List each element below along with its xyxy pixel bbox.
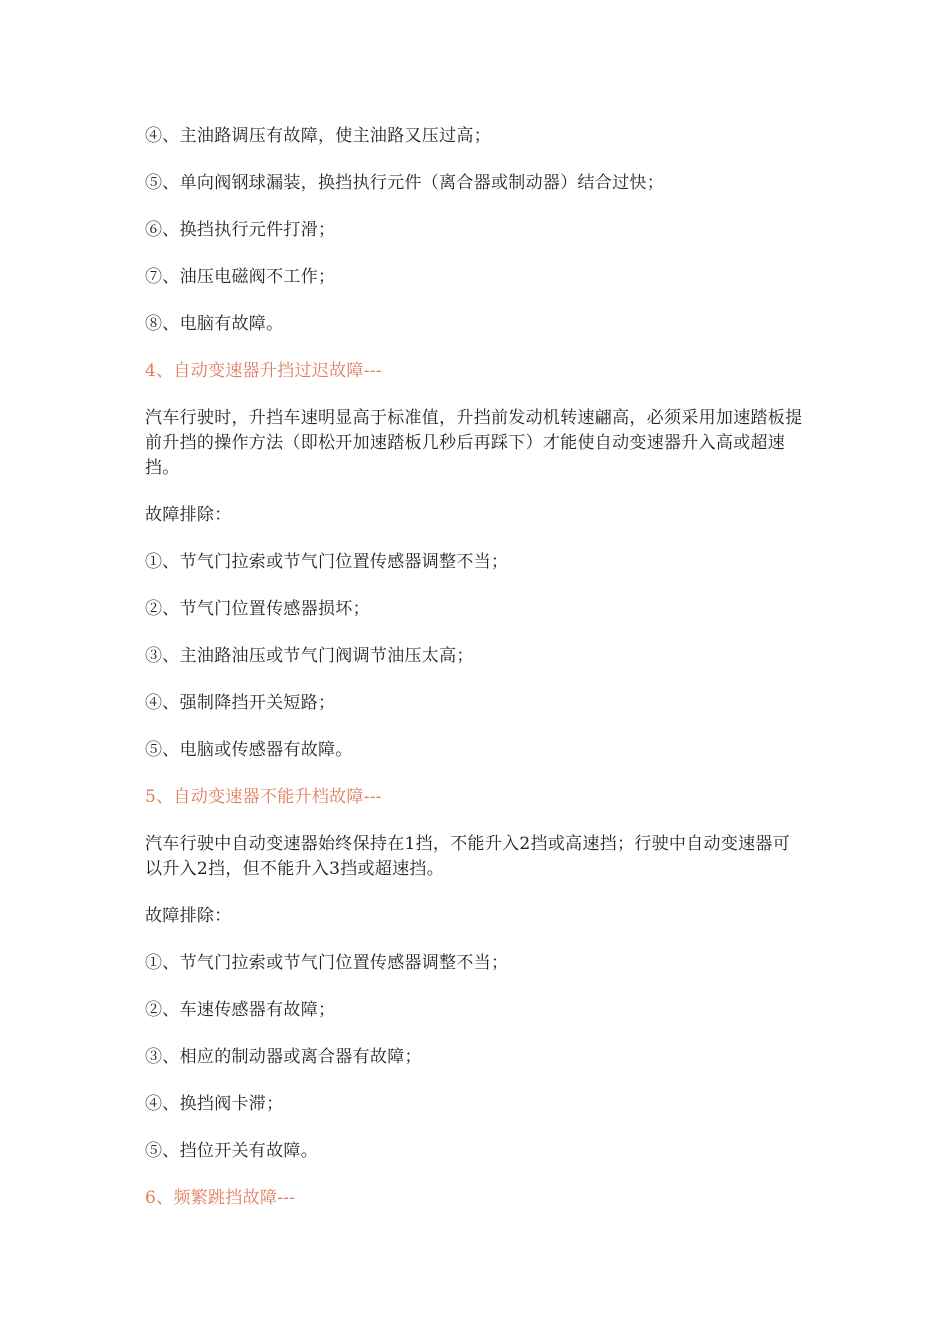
list-item: ⑥、换挡执行元件打滑； (145, 220, 336, 240)
list-item: ⑤、挡位开关有故障。 (145, 1141, 318, 1161)
list-item: ②、节气门位置传感器损坏； (145, 599, 370, 619)
document-page (145, 124, 805, 1233)
list-item: ③、主油路油压或节气门阀调节油压太高； (145, 646, 474, 666)
paragraph: 故障排除： (145, 505, 232, 525)
section-heading: 4、自动变速器升挡过迟故障--- (145, 361, 382, 381)
list-item: ④、换挡阀卡滞； (145, 1094, 284, 1114)
list-item: ①、节气门拉索或节气门位置传感器调整不当； (145, 552, 509, 572)
list-item: ②、车速传感器有故障； (145, 1000, 336, 1020)
paragraph: 故障排除： (145, 906, 232, 926)
list-item: ③、相应的制动器或离合器有故障； (145, 1047, 422, 1067)
list-item: ⑤、电脑或传感器有故障。 (145, 740, 353, 760)
list-item: ④、主油路调压有故障，使主油路又压过高； (145, 126, 491, 146)
list-item: ⑦、油压电磁阀不工作； (145, 267, 336, 287)
paragraph: 汽车行驶中自动变速器始终保持在1挡，不能升入2挡或高速挡；行驶中自动变速器可以升入2挡，但不能升入3挡或超速挡。 (145, 834, 791, 879)
list-item: ①、节气门拉索或节气门位置传感器调整不当； (145, 953, 509, 973)
list-item: ⑧、电脑有故障。 (145, 314, 284, 334)
paragraph: 汽车行驶时，升挡车速明显高于标准值，升挡前发动机转速翩高，必须采用加速踏板提前升挡的操作方法（即松开加速踏板几秒后再踩下）才能使自动变速器升入高或超速挡。 (145, 408, 803, 478)
section-heading: 5、自动变速器不能升档故障--- (145, 787, 382, 807)
list-item: ④、强制降挡开关短路； (145, 693, 336, 713)
list-item: ⑤、单向阀钢球漏装，换挡执行元件（离合器或制动器）结合过快； (145, 173, 664, 193)
section-heading: 6、频繁跳挡故障--- (145, 1188, 296, 1208)
